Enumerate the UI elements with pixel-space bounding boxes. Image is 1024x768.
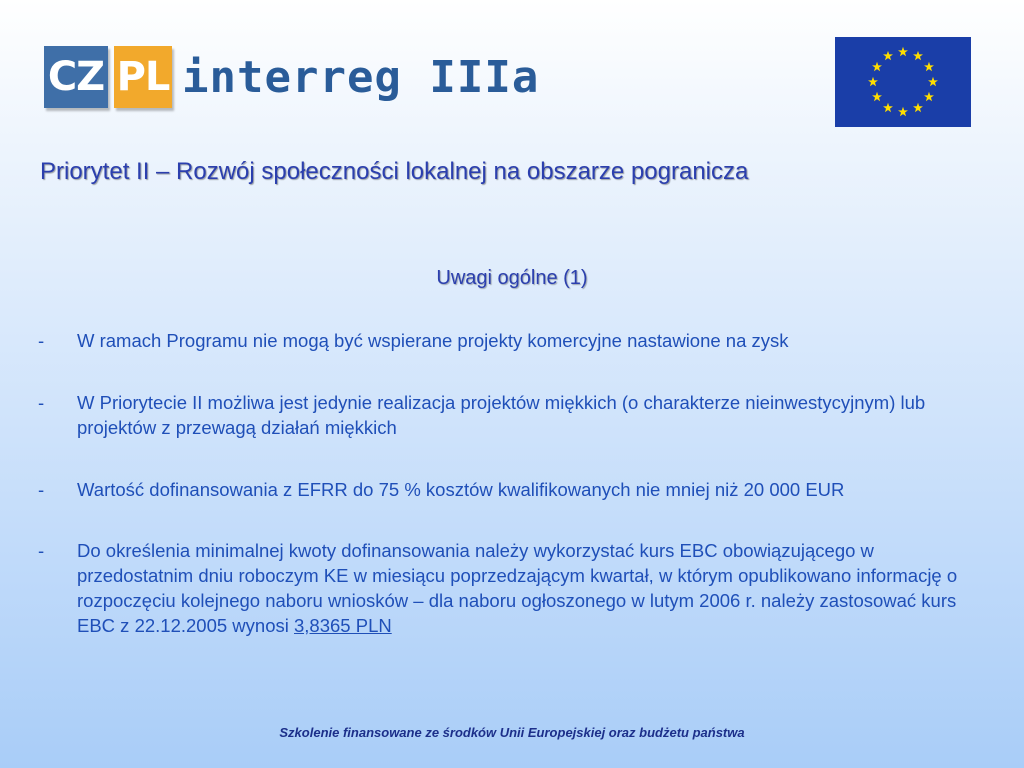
eu-star-icon xyxy=(872,62,882,71)
eu-star-icon xyxy=(898,47,908,56)
section-subtitle: Uwagi ogólne (1) xyxy=(436,267,588,289)
eu-star-icon xyxy=(924,92,934,101)
bullet-item-2 xyxy=(38,390,988,440)
eu-star-icon xyxy=(868,77,878,86)
bullet-text: W ramach Programu nie mogą być wspierane projekty komercyjne nastawione na zysk xyxy=(77,330,789,351)
eu-star-icon xyxy=(913,51,923,60)
bullet-text: Wartość dofinansowania z EFRR do 75 % kosztów kwalifikowanych nie mniej niż 20 000 EUR xyxy=(77,479,845,500)
bullet-dash: - xyxy=(38,479,45,500)
eu-star-icon xyxy=(898,107,908,116)
eu-flag-icon xyxy=(835,37,971,127)
eu-star-icon xyxy=(924,62,934,71)
bullet-text xyxy=(77,538,988,638)
eu-star-icon xyxy=(883,51,893,60)
logo-pl: PL xyxy=(114,46,172,108)
bullet-item-4 xyxy=(38,538,988,638)
bullet-dash: - xyxy=(38,392,45,413)
eu-star-icon xyxy=(872,92,882,101)
interreg-logo xyxy=(44,46,539,108)
footer-note: Szkolenie finansowane ze środków Unii Europejskiej oraz budżetu państwa xyxy=(279,725,745,740)
bullet-dash: - xyxy=(38,330,45,351)
logo-cz: CZ xyxy=(44,46,108,108)
eu-star-icon xyxy=(883,103,893,112)
bullet-dash: - xyxy=(38,540,45,561)
bullet-item-3 xyxy=(38,477,988,502)
logo-wordmark: interreg IIIa xyxy=(182,51,540,103)
bullet-item-1 xyxy=(38,328,988,353)
bullet-text-main: Do określenia minimalnej kwoty dofinansowania należy wykorzystać kurs EBC obowiązującego w przedostatnim dniu roboczym KE w miesiącu poprzedzającym kwartał, w którym opublikowano informację o rozpoczęciu kolejnego naboru wniosków – dla naboru ogłoszonego w lutym 2006 r. należy zastosować kurs EBC z 22.12.2005 wynosi xyxy=(77,540,958,636)
eu-star-icon xyxy=(928,77,938,86)
eu-star-icon xyxy=(913,103,923,112)
exchange-rate-link[interactable]: 3,8365 PLN xyxy=(294,615,392,636)
page-title: Priorytet II – Rozwój społeczności lokalnej na obszarze pogranicza xyxy=(40,158,749,185)
eu-flag-stars xyxy=(835,37,971,127)
bullet-text: W Priorytecie II możliwa jest jedynie realizacja projektów miękkich (o charakterze nieinwestycyjnym) lub projektów z przewagą działań miękkich xyxy=(77,392,926,438)
